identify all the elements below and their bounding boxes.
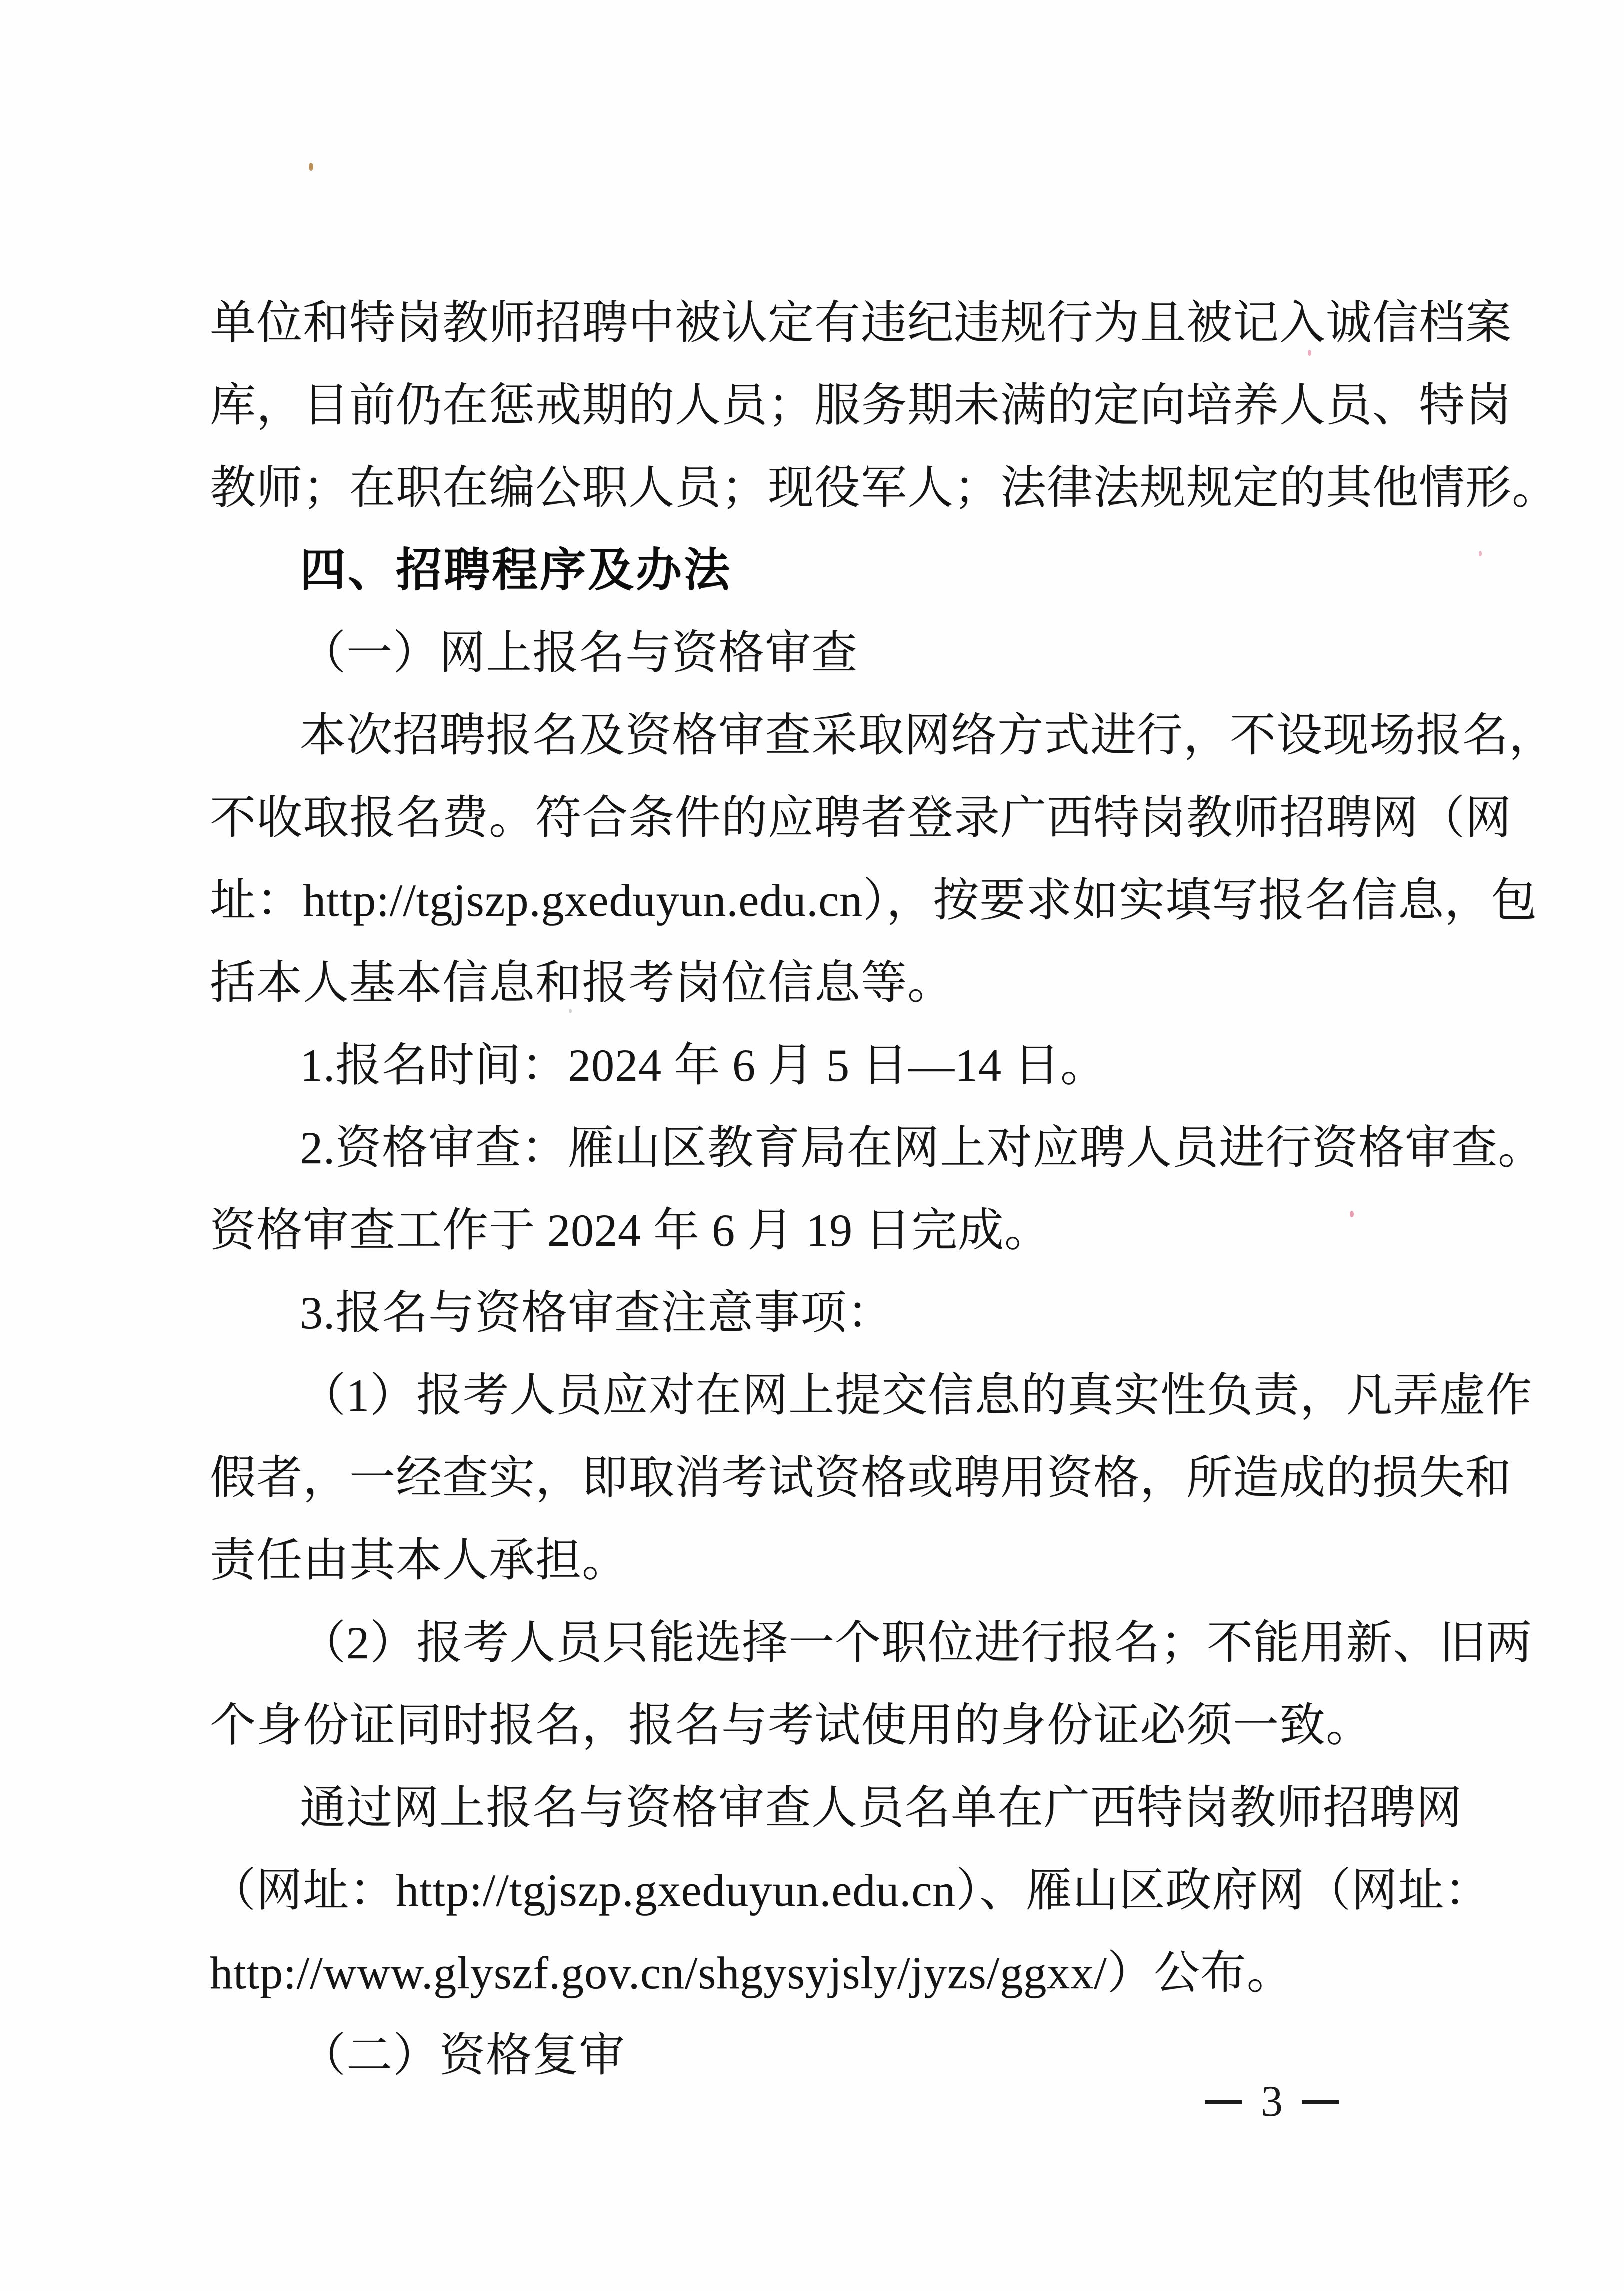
section-heading-recruitment-procedure: 四、招聘程序及办法 bbox=[300, 545, 732, 596]
scan-speck bbox=[1350, 1211, 1354, 1218]
paragraph-line: 资格审查工作于 2024 年 6 月 19 日完成。 bbox=[210, 1205, 1052, 1256]
paragraph-line-publish-urls: （网址：http://tgjszp.gxeduyun.edu.cn）、雁山区政府网（网址： bbox=[210, 1865, 1492, 1916]
paragraph-line: 假者，一经查实，即取消考试资格或聘用资格，所造成的损失和 bbox=[210, 1452, 1512, 1504]
page-number-dash-right bbox=[1302, 2100, 1339, 2104]
paragraph-line: 教师；在职在编公职人员；现役军人；法律法规规定的其他情形。 bbox=[210, 462, 1559, 514]
list-item-registration-notes: 3.报名与资格审查注意事项： bbox=[300, 1288, 894, 1338]
page-number-value: 3 bbox=[1261, 2078, 1283, 2126]
paragraph-line-note-2: （2）报考人员只能选择一个职位进行报名；不能用新、旧两 bbox=[300, 1618, 1533, 1668]
paragraph-line: 不收取报名费。符合条件的应聘者登录广西特岗教师招聘网（网 bbox=[210, 792, 1512, 844]
paragraph-line: 通过网上报名与资格审查人员名单在广西特岗教师招聘网 bbox=[300, 1782, 1463, 1834]
scan-speck bbox=[1422, 1820, 1426, 1825]
scan-speck bbox=[1479, 551, 1482, 556]
paragraph-line-note-1: （1）报考人员应对在网上提交信息的真实性负责，凡弄虚作 bbox=[300, 1370, 1533, 1421]
subsection-heading-online-registration: （一）网上报名与资格审查 bbox=[300, 628, 858, 678]
paragraph-line: 单位和特岗教师招聘中被认定有违纪违规行为且被记入诚信档案 bbox=[210, 298, 1512, 348]
scan-speck bbox=[1308, 350, 1312, 356]
scan-speck bbox=[309, 163, 314, 171]
paragraph-line-registration-url: 址：http://tgjszp.gxeduyun.edu.cn），按要求如实填写报名信息，包 bbox=[210, 875, 1538, 926]
paragraph-line: 括本人基本信息和报考岗位信息等。 bbox=[210, 958, 954, 1008]
page-number bbox=[1205, 2080, 1339, 2124]
paragraph-line: 库，目前仍在惩戒期的人员；服务期未满的定向培养人员、特岗 bbox=[210, 380, 1512, 431]
list-item-qualification-review: 2.资格审查：雁山区教育局在网上对应聘人员进行资格审查。 bbox=[300, 1122, 1545, 1174]
scan-speck bbox=[569, 1009, 572, 1014]
page-number-dash-left bbox=[1205, 2100, 1242, 2104]
paragraph-line: 本次招聘报名及资格审查采取网络方式进行，不设现场报名， bbox=[300, 710, 1556, 761]
paragraph-line: 责任由其本人承担。 bbox=[210, 1535, 629, 1586]
paragraph-line: 个身份证同时报名，报名与考试使用的身份证必须一致。 bbox=[210, 1700, 1373, 1751]
paragraph-line-government-url: http://www.glyszf.gov.cn/shgysyjsly/jyzs/ggxx/）公布。 bbox=[210, 1948, 1294, 1998]
subsection-heading-qualification-recheck: （二）资格复审 bbox=[300, 2030, 626, 2081]
list-item-registration-time: 1.报名时间：2024 年 6 月 5 日—14 日。 bbox=[300, 1040, 1108, 1091]
